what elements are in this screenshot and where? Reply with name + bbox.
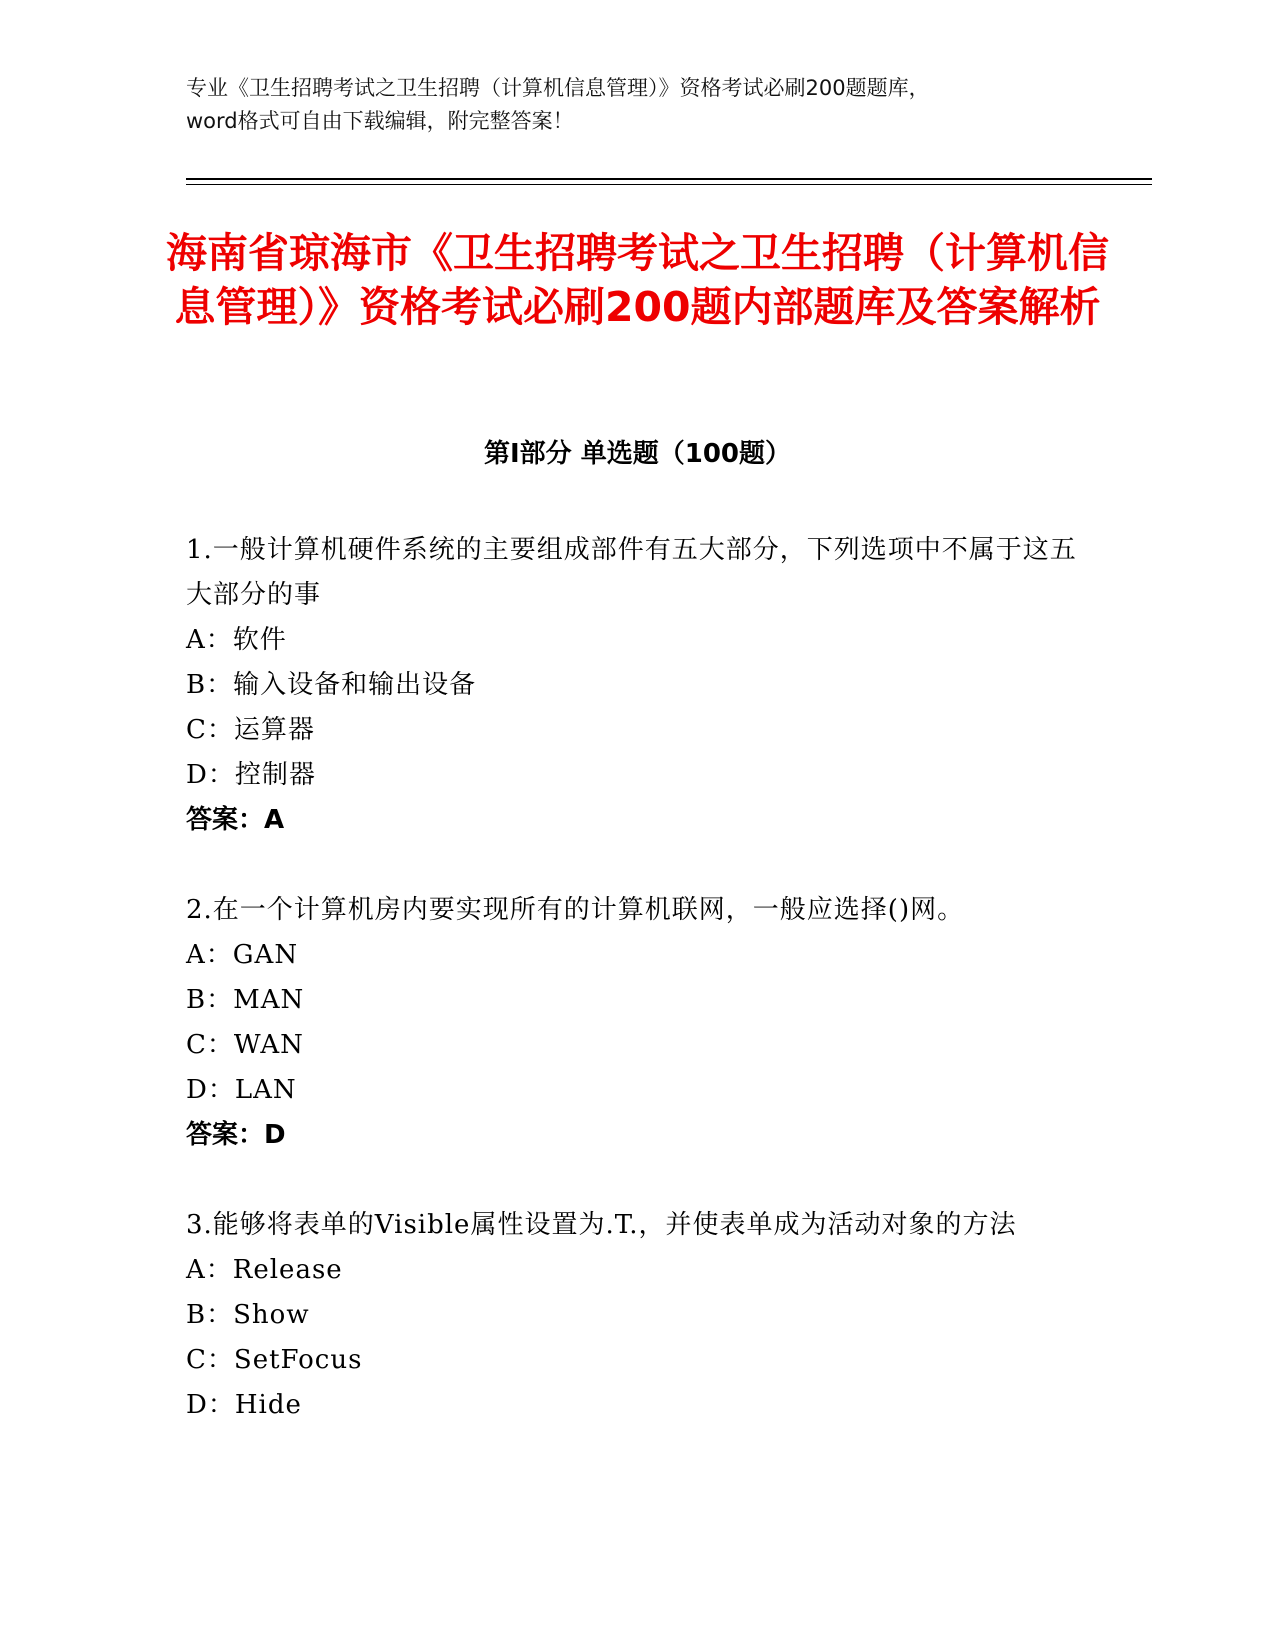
header-note xyxy=(186,72,1086,138)
option-a: A：Release xyxy=(186,1255,343,1285)
option-a: A：软件 xyxy=(186,625,287,655)
header-rule-thin xyxy=(186,184,1152,185)
option-c: C：运算器 xyxy=(186,715,315,745)
option-d: D：Hide xyxy=(186,1390,302,1420)
question-stem: 1.一般计算机硬件系统的主要组成部件有五大部分，下列选项中不属于这五大部分的事 xyxy=(186,535,1077,610)
option-c: C：SetFocus xyxy=(186,1345,363,1375)
document-title: 海南省琼海市《卫生招聘考试之卫生招聘（计算机信息管理）》资格考试必刷200题内部题库及答案解析 xyxy=(166,229,1109,331)
option-a: A：GAN xyxy=(186,940,299,970)
option-d: D：控制器 xyxy=(186,760,316,790)
question-stem: 2.在一个计算机房内要实现所有的计算机联网，一般应选择()网。 xyxy=(186,895,965,925)
option-b: B：MAN xyxy=(186,985,305,1015)
answer: 答案：D xyxy=(186,1120,286,1150)
option-b: B：输入设备和输出设备 xyxy=(186,670,477,700)
question-stem: 3.能够将表单的Visible属性设置为.T.，并使表单成为活动对象的方法 xyxy=(186,1210,1017,1240)
option-d: D：LAN xyxy=(186,1075,297,1105)
option-b: B：Show xyxy=(186,1300,310,1330)
question-3 xyxy=(186,1203,1086,1428)
question-1 xyxy=(186,528,1086,843)
header-note-line-1: 专业《卫生招聘考试之卫生招聘（计算机信息管理）》资格考试必刷200题题库， xyxy=(186,76,930,100)
question-list xyxy=(186,528,1086,1473)
option-c: C：WAN xyxy=(186,1030,304,1060)
header-note-line-2: word格式可自由下载编辑，附完整答案！ xyxy=(186,109,574,133)
section-heading: 第Ⅰ部分 单选题（100题） xyxy=(484,439,791,469)
header-rule-thick xyxy=(186,178,1152,180)
answer: 答案：A xyxy=(186,805,285,835)
question-2 xyxy=(186,888,1086,1158)
